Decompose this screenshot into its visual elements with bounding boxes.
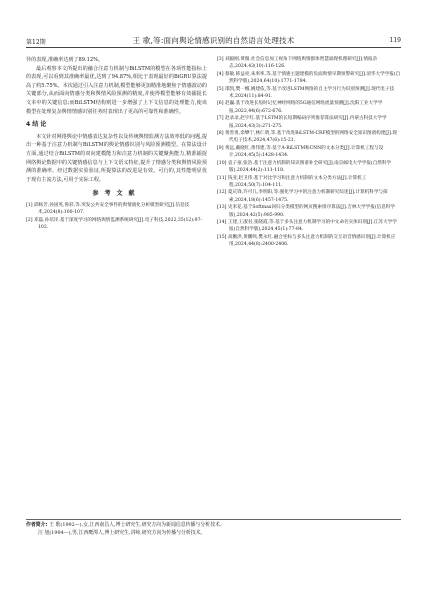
reference-item: [8] 黄善勇,余攀宁,林仁明,等.基于改进BiLSTM-CRF模型的网络安全知识图谱构建[J].现代电子技术,2024,47(6):15-21. [217,131,397,144]
issue-number: 第12期 [26,39,46,46]
header-rule [26,47,401,48]
author-bio: 汪 旭(1994—),男,江西鹰潭人,博士研究生,讲师,研究方向为传播与分析技术。 [38,529,206,536]
reference-item: [2] 邓磊,孙培洋.基于深度学习的网络舆情监测系统研究[J].电子科技,2022,35(12):97-102. [26,217,203,231]
reference-item: [6] 赵巍.基于改进长短时记忆神经网络的5G通信网络流量预测[J].沈阳工业大学学报,2022,44(6):672-676. [217,101,383,114]
results-paragraph-1: 异的表现,准确率达到了89.12%。 [26,57,104,63]
reference-item: [13] 史米花.基于Softmax回归分类模型的网页搜索排序算法[J].吉林大学学报(信息科学版),2024,42(5):985-990. [217,205,395,218]
reference-item: [14] 王建,王淑君,张晓霞,等.基于多头注意力机制学习的中文命名实体识别[J].江苏大学学报(自然科学版),2024,45(1):77-84. [217,219,397,233]
footer-rule [26,519,401,520]
references-heading: 参考文献 [92,190,141,198]
reference-item: [5] 邵凯,樊一娜,姚建依,等.基于改进LSTM网络的自主学习行为识别预测[J].现代电子技术,2024(11):84-91. [217,86,395,100]
author-info [26,519,401,538]
results-paragraph-2: 最后观察本文所提出的融合注意力机制与BiLSTM的模型在各项性能指标上的表现,可以看到其准确率最优,达到了94.87%,相比于表现最好的BiGRU算法提高了约5.75%。本次通过引入注意力机制,模型能够更加精准地聚焦于情感波动的关键部分,从而面向情感分类和舆情风险预测的精度,并使得模型能够有效捕捉长文本中的关键信息;而BiLSTM结构则进一步增强了上下文信息的处理能力,使该模型在处理复杂舆情情感识别任务时表现出了更高的可靠性和准确性。 [26,65,207,115]
reference-item: [4] 蔡敏,韩益亮,朱率率,等.基于情感主题建模的负面舆情早期预警研究[J].清华大学学报(自然科学版),2024,64(10):1771-1784. [217,71,401,85]
reference-item: [1] 邱杨芳,孙国英,鲁彩,等.突发公共安全事件的舆情演化分析模型研究[J].信息技术,2024(8):100-107. [26,202,190,216]
left-column [26,56,207,232]
reference-list-left [26,202,207,232]
reference-item: [12] 夏庆锋,许可儿,李明阳,等.强化学习中的注意力机制研究综述[J].计算机科学与探索,2024,18(6):1457-1475. [217,190,388,203]
running-header [26,34,401,50]
reference-item: [7] 赵录录,赵宇红.基于LSTM的长短期编码序列推荐算法研究[J].内蒙古科技大学学报,2024,43(3):271-275. [217,116,387,129]
author-info-label: 作者简介: [26,522,48,528]
author-line-2 [26,530,401,538]
reference-item: [9] 黄远,戴晓红,黄伟建,等.基于A-BiLSTM和CNN的文本分类[J].计算机工程与设计,2024,45(5):1428-1434. [217,145,384,159]
author-bio: 王 歌(1992—),女,江西南昌人,博士研究生,研究方向为新闻信息传播与分析技术。 [49,522,225,528]
conclusion-paragraph: 本文针对网络舆论中情感表达复杂性以及传统舆情监测方法效率低的问题,提出一种基于注意力机制与BiLSTM的舆论情感识别与风险预测模型。在算法设计方面,通过结合BiLSTM的双向建模能力和注意力机制的关键聚焦能力,精准捕捉网络舆论数据中的关键情感信息与上下文语义特征,提升了情感分类和舆情风险预测的准确率。经过数据实验验证,所提算法的改进是有效、可行的,其性能明显优于现有主流方法,可用于实际工程。 [26,133,207,183]
reference-item: [11] 钱亚,赵卫伟.基于对比学习和注意力机制的文本分类方法[J].计算机工程,2024,50(7):104-111. [217,175,367,188]
reference-item: [10] 袁子豪,张浩.基于注意力机制的知识图谱补全研究[J].南京邮电大学学报(自然科学版),2024,44(2):111-118. [217,160,392,174]
author-line-1 [26,522,401,530]
reference-list-right [217,56,401,249]
section-heading-conclusion: 4 结 论 [26,121,47,129]
page-number: 119 [389,37,401,44]
reference-item: [3] 刘毅刚,黄微.社会信息加工视角下网络舆情群体智慧涌现机理研究[J].情报杂志,2024,43(10):116-126. [217,57,378,70]
reference-item: [15] 高鹏洪,黄鹏鸣,樊永红.融合坐标与多头注意力机制的交互语音情感识别[J].计算机应用,2024,44(8):2400-2406. [217,234,396,248]
running-title: 王 歌,等:面向舆论情感识别的自然语言处理技术 [132,36,295,45]
